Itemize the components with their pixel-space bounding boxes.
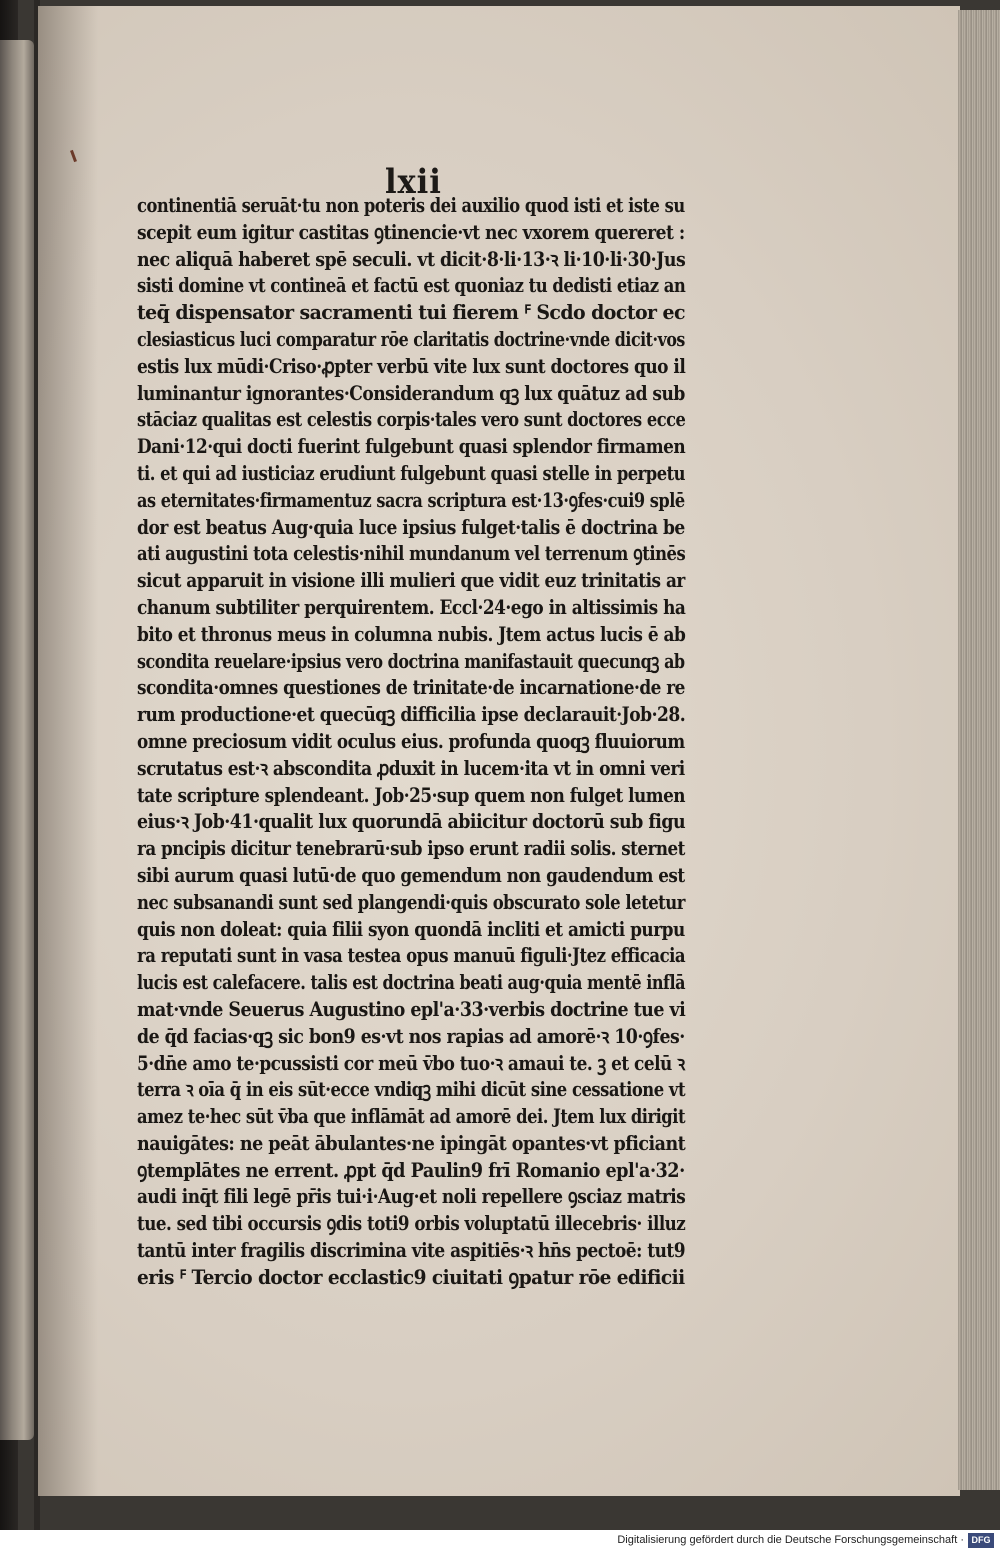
text-line: 5·dn̄e amo te·pcussisti cor meū v̄bo tuo·ꝛ amaui te. ꝫ et celū ꝛ: [137, 1050, 685, 1075]
text-line: clesiasticus luci comparatur rōe claritatis doctrine·vnde dicit·vos: [137, 326, 685, 351]
text-line: nauigātes: ne peāt ābulantes·ne ipingāt opantes·vt pficiant: [137, 1130, 686, 1155]
text-line: scondita·omnes questiones de trinitate·de incarnatione·de re: [137, 675, 685, 700]
text-line: ꝯtemplātes ne errent. ꝓpt q̄d Paulin9 frī Romanio epl'a·32·: [137, 1157, 685, 1182]
text-line: ati augustini tota celestis·nihil mundanum vel terrenum ꝯtinēs: [137, 541, 686, 566]
text-line: ra reputati sunt in vasa testea opus manuū figuli·Jtez efficacia: [137, 943, 686, 968]
footer-bar: [0, 1530, 1000, 1552]
text-line: ti. et qui ad iusticiaz erudiunt fulgebunt quasi stelle in perpetu: [137, 460, 686, 485]
text-line: tate scripture splendeant. Job·25·sup quem non fulget lumen: [137, 782, 686, 807]
text-line: nec aliquā haberet spē seculi. vt dicit·8·li·13·ꝛ li·10·li·30·Jus: [137, 246, 686, 271]
text-line: as eternitates·firmamentuz sacra scriptura est·13·ꝯfes·cui9 splē: [137, 487, 685, 512]
text-line: audi inq̄t fili legē pr̄is tui·i·Aug·et noli repellere ꝯsciaz matris: [137, 1184, 686, 1209]
text-line: chanum subtiliter perquirentem. Eccl·24·ego in altissimis ha: [137, 594, 686, 619]
text-line: scrutatus est·ꝛ abscondita ꝓduxit in lucem·ita vt in omni veri: [137, 755, 685, 780]
text-column: [137, 192, 685, 1291]
text-line: luminantur ignorantes·Considerandum qꝫ lux quātuz ad sub: [137, 380, 685, 405]
folio-number: lxii: [385, 162, 442, 202]
text-line: rum productione·et quecūqꝫ difficilia ipse declarauit·Job·28.: [137, 702, 686, 727]
text-line: continentiā seruāt·tu non poteris dei auxilio quod isti et iste su: [137, 193, 685, 217]
text-line: estis lux mūdi·Criso·ꝓpter verbū vite lux sunt doctores quo il: [137, 353, 686, 378]
text-line: tantū inter fragilis discrimina vite aspitiēs·ꝛ hn̄s pectoē: tut9: [137, 1238, 686, 1263]
text-line: omne preciosum vidit oculus eius. profunda quoqꝫ fluuiorum: [137, 728, 685, 753]
text-line: dor est beatus Aug·quia luce ipsius fulget·talis ē doctrina be: [137, 514, 685, 539]
text-line: mat·vnde Seuerus Augustino epl'a·33·verbis doctrine tue vi: [137, 996, 686, 1021]
text-line: bito et thronus meus in columna nubis. Jtem actus lucis ē ab: [137, 621, 686, 646]
text-line: amez te·hec sūt v̄ba que inflāmāt ad amorē dei. Jtem lux dirigit: [137, 1104, 685, 1129]
text-line: de q̄d facias·qꝫ sic bon9 es·vt nos rapias ad amorē·ꝛ 10·ꝯfes·: [137, 1023, 685, 1048]
text-line: sisti domine vt contineā et factū est quoniaz tu dedisti etiaz an: [137, 273, 686, 298]
page-stack-edge: [958, 10, 1000, 1490]
text-line: scepit eum igitur castitas ꝯtinencie·vt nec vxorem quereret :: [137, 219, 685, 244]
text-line: scondita reuelare·ipsius vero doctrina manifastauit quecunqꝫ ab: [137, 648, 685, 673]
text-line: tue. sed tibi occursis ꝯdis toti9 orbis voluptatū illecebris· illuz: [137, 1211, 686, 1236]
page-gutter-shading: [38, 6, 98, 1496]
text-line: sibi aurum quasi lutū·de quo gemendum non gaudendum est: [137, 862, 685, 887]
text-line: terra ꝛ oīa q̄ in eis sūt·ecce vndiqꝫ mihi dicūt sine cessatione vt: [137, 1077, 686, 1102]
text-line: nec subsanandi sunt sed plangendi·quis obscurato sole letetur: [137, 889, 685, 914]
text-line: teq̄ dispensator sacramenti tui fierem ꟳ Scdo doctor ec: [137, 300, 685, 325]
text-line: ra pncipis dicitur tenebrarū·sub ipso erunt radii solis. sternet: [137, 836, 685, 861]
text-line: eris ꟳ Tercio doctor ecclastic9 ciuitati ꝯpatur rōe edificii: [137, 1264, 685, 1289]
text-line: Dani·12·qui docti fuerint fulgebunt quasi splendor firmamen: [137, 434, 686, 459]
funding-credit: Digitalisierung gefördert durch die Deutsche Forschungsgemeinschaft ·: [617, 1534, 964, 1546]
text-line: lucis est calefacere. talis est doctrina beati aug·quia mentē inflā: [137, 970, 685, 995]
text-line: sicut apparuit in visione illi mulieri que vidit euz trinitatis ar: [137, 568, 685, 593]
text-line: eius·ꝛ Job·41·qualit lux quorundā abiicitur doctorū sub figu: [137, 809, 686, 834]
text-line: stāciaz qualitas est celestis corpis·tales vero sunt doctores ecce: [137, 407, 686, 432]
dfg-logo-icon: DFG: [968, 1533, 994, 1548]
text-line: quis non doleat: quia filii syon quondā incliti et amicti purpu: [137, 916, 685, 941]
facing-page-edge: [0, 40, 34, 1440]
